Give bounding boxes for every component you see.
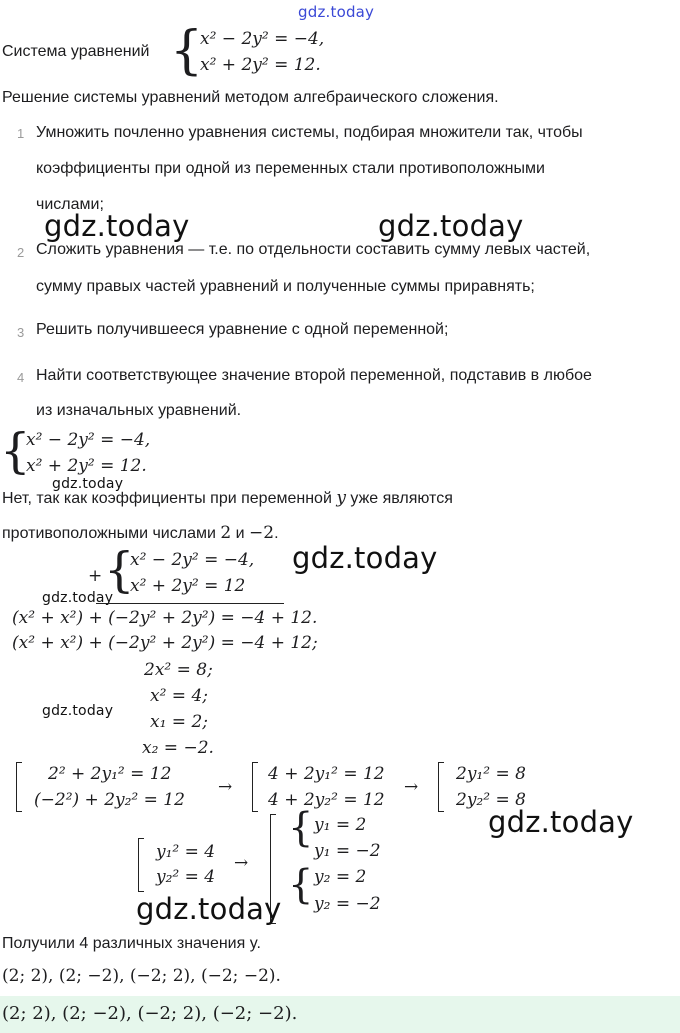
note-line1	[2, 487, 453, 509]
note-number-2: −2	[249, 523, 275, 543]
system-eq2: x² + 2y² = 12.	[200, 55, 321, 75]
watermark-e: gdz.today	[42, 590, 114, 606]
note-and: и	[231, 525, 250, 542]
subst-b2: 4 + 2y₂² = 12	[268, 790, 385, 810]
note-period: .	[274, 525, 279, 542]
subst-e4: y₂ = −2	[314, 894, 381, 914]
arrow-1: →	[218, 777, 233, 797]
arrow-3: →	[234, 853, 249, 873]
step-3-line1: Решить получившееся уравнение с одной переменной;	[36, 321, 449, 338]
watermark-b: gdz.today	[378, 209, 524, 243]
bracket-b	[252, 762, 258, 812]
result-r1: 2x² = 8;	[144, 660, 213, 680]
system-eq1: x² − 2y² = −4,	[200, 29, 325, 49]
watermark-c: gdz.today	[52, 476, 124, 492]
subst-a2: (−2²) + 2y₂² = 12	[34, 790, 185, 810]
step-number-3: 3	[17, 325, 25, 340]
sum-line1: (x² + x²) + (−2y² + 2y²) = −4 + 12.	[12, 608, 318, 628]
subst-e2: y₁ = −2	[314, 841, 381, 861]
inner-brace-1: {	[288, 805, 314, 851]
step-number-2: 2	[17, 245, 25, 260]
sum-line2: (x² + x²) + (−2y² + 2y²) = −4 + 12;	[12, 633, 318, 653]
system2-brace: {	[0, 423, 31, 479]
subst-d1: y₁² = 4	[156, 842, 216, 862]
step-number-4: 4	[17, 370, 25, 385]
subst-b1: 4 + 2y₁² = 12	[268, 764, 385, 784]
subst-a1: 2² + 2y₁² = 12	[48, 764, 172, 784]
result-pairs: (2; 2), (2; −2), (−2; 2), (−2; −2).	[2, 966, 281, 986]
step-number-1: 1	[17, 126, 25, 141]
bracket-c	[438, 762, 444, 812]
addition-eq1: x² − 2y² = −4,	[130, 550, 255, 570]
step-2-line1: Сложить уравнения — т.е. по отдельности составить сумму левых частей,	[36, 241, 591, 258]
watermark-g: gdz.today	[488, 805, 634, 839]
system2-eq2: x² + 2y² = 12.	[26, 456, 147, 476]
method-title: Решение системы уравнений методом алгебраического сложения.	[2, 89, 499, 106]
subst-e1: y₁ = 2	[314, 815, 367, 835]
addition-eq2: x² + 2y² = 12	[130, 576, 246, 596]
step-4-line2: из изначальных уравнений.	[36, 402, 242, 419]
watermark-top: gdz.today	[298, 3, 375, 21]
answer-text: (2; 2), (2; −2), (−2; 2), (−2; −2).	[2, 1003, 298, 1024]
subst-c1: 2y₁² = 8	[456, 764, 526, 784]
bracket-d	[138, 838, 144, 892]
result-r2: x² = 4;	[150, 686, 208, 706]
result-r4: x₂ = −2.	[142, 738, 214, 758]
watermark-d: gdz.today	[292, 541, 438, 575]
note-var-y: y	[336, 488, 346, 508]
watermark-f: gdz.today	[42, 703, 114, 719]
subst-e3: y₂ = 2	[314, 867, 367, 887]
note-line1-end: уже являются	[345, 490, 453, 507]
step-2-line2: сумму правых частей уравнений и полученные суммы приравнять;	[36, 278, 535, 295]
note-line1-start: Нет, так как коэффициенты при переменной	[2, 490, 337, 507]
result-r3: x₁ = 2;	[150, 712, 208, 732]
subst-c2: 2y₂² = 8	[456, 790, 526, 810]
step-1-line1: Умножить почленно уравнения системы, подбирая множители так, чтобы	[36, 124, 583, 141]
note-line2	[2, 522, 279, 544]
result-text: Получили 4 различных значения y.	[2, 935, 261, 952]
watermark-h: gdz.today	[136, 892, 282, 926]
note-number-1: 2	[220, 523, 232, 543]
step-4-line1: Найти соответствующее значение второй переменной, подставив в любое	[36, 367, 592, 384]
addition-brace: {	[104, 542, 135, 598]
watermark-a: gdz.today	[44, 209, 190, 243]
step-1-line2: коэффициенты при одной из переменных стали противоположными	[36, 160, 545, 177]
arrow-2: →	[404, 777, 419, 797]
step-1-line3: числами;	[36, 196, 104, 213]
inner-brace-2: {	[288, 862, 314, 908]
addition-line	[96, 603, 284, 604]
bracket-a	[16, 762, 22, 812]
note-line2-start: противоположными числами	[2, 525, 221, 542]
system-label: Система уравнений	[2, 43, 150, 60]
plus-sign: +	[88, 566, 103, 586]
subst-d2: y₂² = 4	[156, 867, 216, 887]
system2-eq1: x² − 2y² = −4,	[26, 430, 151, 450]
system-brace: {	[170, 21, 204, 81]
